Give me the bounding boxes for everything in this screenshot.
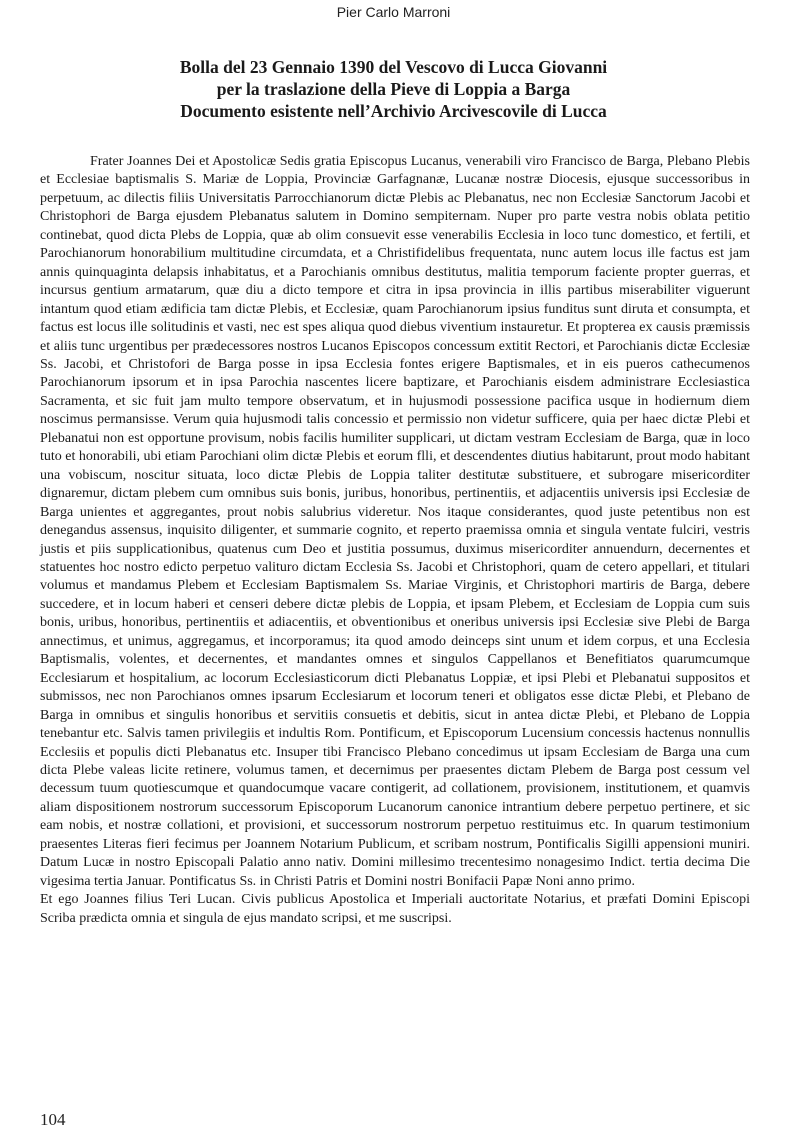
- title-line-3: Documento esistente nell’Archivio Arcivescovile di Lucca: [180, 101, 607, 121]
- page-number: 104: [40, 1110, 66, 1129]
- title-line-1: Bolla del 23 Gennaio 1390 del Vescovo di Lucca Giovanni: [179, 57, 608, 77]
- body-paragraph-notary: Et ego Joannes filius Teri Lucan. Civis publicus Apostolica et Imperiali auctoritate Notarius, et præfati Domini Episcopi Scriba prædicta omnia et singula de ejus mandato scripsi, et me suscripsi.: [40, 892, 750, 926]
- body-paragraph-main: Frater Joannes Dei et Apostolicæ Sedis gratia Episcopus Lucanus, venerabili viro Francisco de Barga, Plebano Plebis et Ecclesiae baptismalis S. Mariæ de Loppia, Provinciæ Garfagnanæ, Lucanæ nostræ Diocesis, ejusque successoribus in perpetuum, ac dilectis filiis Universitatis Parrocchianorum dictæ Plebis ac Plebanatus, nec non Ecclesiæ Sanctorum Jacobi et Christophori de Barga ejusdem Plebanatus salutem in Domino sempiternam. Nuper pro parte vestra nobis oblata petitio continebat, quod dicta Plebs de Loppia, quæ ab olim consuevit esse venerabilis Ecclesia in loco tunc domestico, et fertili, et Parochianorum honorabilium multitudine circumdata, et a Christifidelibus frequentata, nunc autem locus ille factus est jam annis quinquaginta delapsis inhabitatus, et a Parochianis omnibus destitutus, malitia temporum faciente propter guerras, et incursus gentium armatarum, quæ diu a dicto tempore et citra in ipsa provincia in illis partibus miserabiliter viguerunt intantum quod etiam ædificia tam dictæ Plebis, et Ecclesiæ, quam Parochianorum ipsius funditus sunt diruta et consumpta, et factus est locus ille solitudinis et vasti, nec est spes aliqua quod diebus viventium instauretur. Et propterea ex causis præmissis et aliis tunc urgentibus per prædecessores nostros Lucanos Episcopos concessum extitit Rectori, et Parochianis dictæ Ecclesiæ Ss. Jacobi, et Christofori de Barga posse in ipsa Ecclesia fontes erigere Baptismales, et in eis pueros cathecumenos Parochianorum ipsorum et in ipsa Parochia nascentes licere baptizare, et Parochianis eisdem administrare Ecclesiastica Sacramenta, et sic fuit jam multo tempore observatum, et in hujusmodi possessione pacifica usque in hodiernum diem noscimus permansisse. Verum quia hujusmodi talis concessio et permissio non videtur sufficere, quia per haec dictæ Plebi et Plebanatui non est opportune provisum, nobis facilis humiliter supplicari, ut dictam vestram Ecclesiam de Barga, quæ in loco tuto et honorabili, ubi etiam Parochiani olim dictæ Plebis et eorum flli, et descendentes diutius habitarunt, prout modo habitant una vobiscum, noscitur situata, loco dictæ Plebis de Loppia taliter destitutæ substituere, et subrogare misericorditer dignaremur, dictam plebem cum omnibus suis bonis, juribus, honoribus, pertinentiis, et adjacentiis universis ipsi Ecclesiæ de Barga unientes et aggregantes, prout nobis salubrius videretur. Nos itaque considerantes, quod juste petentibus non est denegandus assensus, inquisito diligenter, et summarie cognito, et reperto praemissa omnia et singula ventate fulciri, vestris justis et piis supplicationibus, quatenus cum Deo et justitia possumus, duximus misericorditer annuendurn, decernentes et statuentes hoc nostro edicto perpetuo valituro dictam Ecclesia Ss. Jacobi et Christophori, quam de cetero appellari, et titulari volumus et mandamus Plebem et Ecclesiam Baptismalem Ss. Mariae Virginis, et Christophori martiris de Barga, debere succedere, et in locum haberi et censeri debere dictæ plebis de Loppia, et ipsam Plebem, et Ecclesiam de Loppia cum suis bonis, uribus, honoribus, pertinentiis et adiacentiis, et obventionibus et oneribus universis ipsi Ecclesiæ sive Plebi de Barga annectimus, et unimus, aggregamus, et incorporamus; ita quod amodo deinceps sint unum et idem corpus, et una Ecclesia Baptismalis, volentes, et decernentes, et mandantes omnes et singulos Cappellanos et Benefitiatos quarumcumque Ecclesiarum et hospitalium, ac locorum Ecclesiasticorum dicti Plebanatus Loppiæ, et ipsi Plebi et Plebanatui suppositos et submissos, nec non Parochianos omnes ipsarum Ecclesiarum et locorum teneri et obligatos esse dictæ Plebi, et Plebano de Barga in omnibus et singulis honoribus et servitiis consuetis et debitis, sicut in antea dictæ Plebi, et Plebano de Loppia tenebantur etc. Salvis tamen privilegiis et indultis Rom. Pontificum, et Episcoporum Lucensium concessis hactenus nonnullis Ecclesiis et populis dicti Plebanatus etc. Insuper tibi Francisco Plebano concedimus ut ipsam Ecclesiam de Barga una cum dicta Plebe valeas licite retinere, volumus tamen, et decernimus per praesentes dictam Plebem de Barga post cessum vel decessum tuum quotiescumque et quandocumque vacare contigerit, ad collationem, provisionem, institutionem, et quamvis aliam dispositionem nostrorum successorum Episcoporum Lucanorum canonice intrantium debere perpetuo pertinere, et sic eam nobis, et nostræ collationi, et provisioni, et successorum nostrorum perpetuo restituimus etc. In quarum testimonium praesentes Literas fieri fecimus per Joannem Notarium Publicum, et scribam nostrum, Pontificalis Sigilli appensioni muniri. Datum Lucæ in nostro Episcopali Palatio anno nativ. Domini millesimo trecentesimo nonagesimo Indict. tertia decima Die vigesima tertia Januar. Pontificatus Ss. in Christi Patris et Domini nostri Bonifacii Papæ Noni anno primo.: [40, 154, 750, 889]
- document-body: [40, 153, 750, 928]
- running-header: Pier Carlo Marroni: [336, 4, 451, 20]
- title-line-2: per la traslazione della Pieve di Loppia a Barga: [216, 79, 571, 99]
- document-title: [0, 56, 787, 122]
